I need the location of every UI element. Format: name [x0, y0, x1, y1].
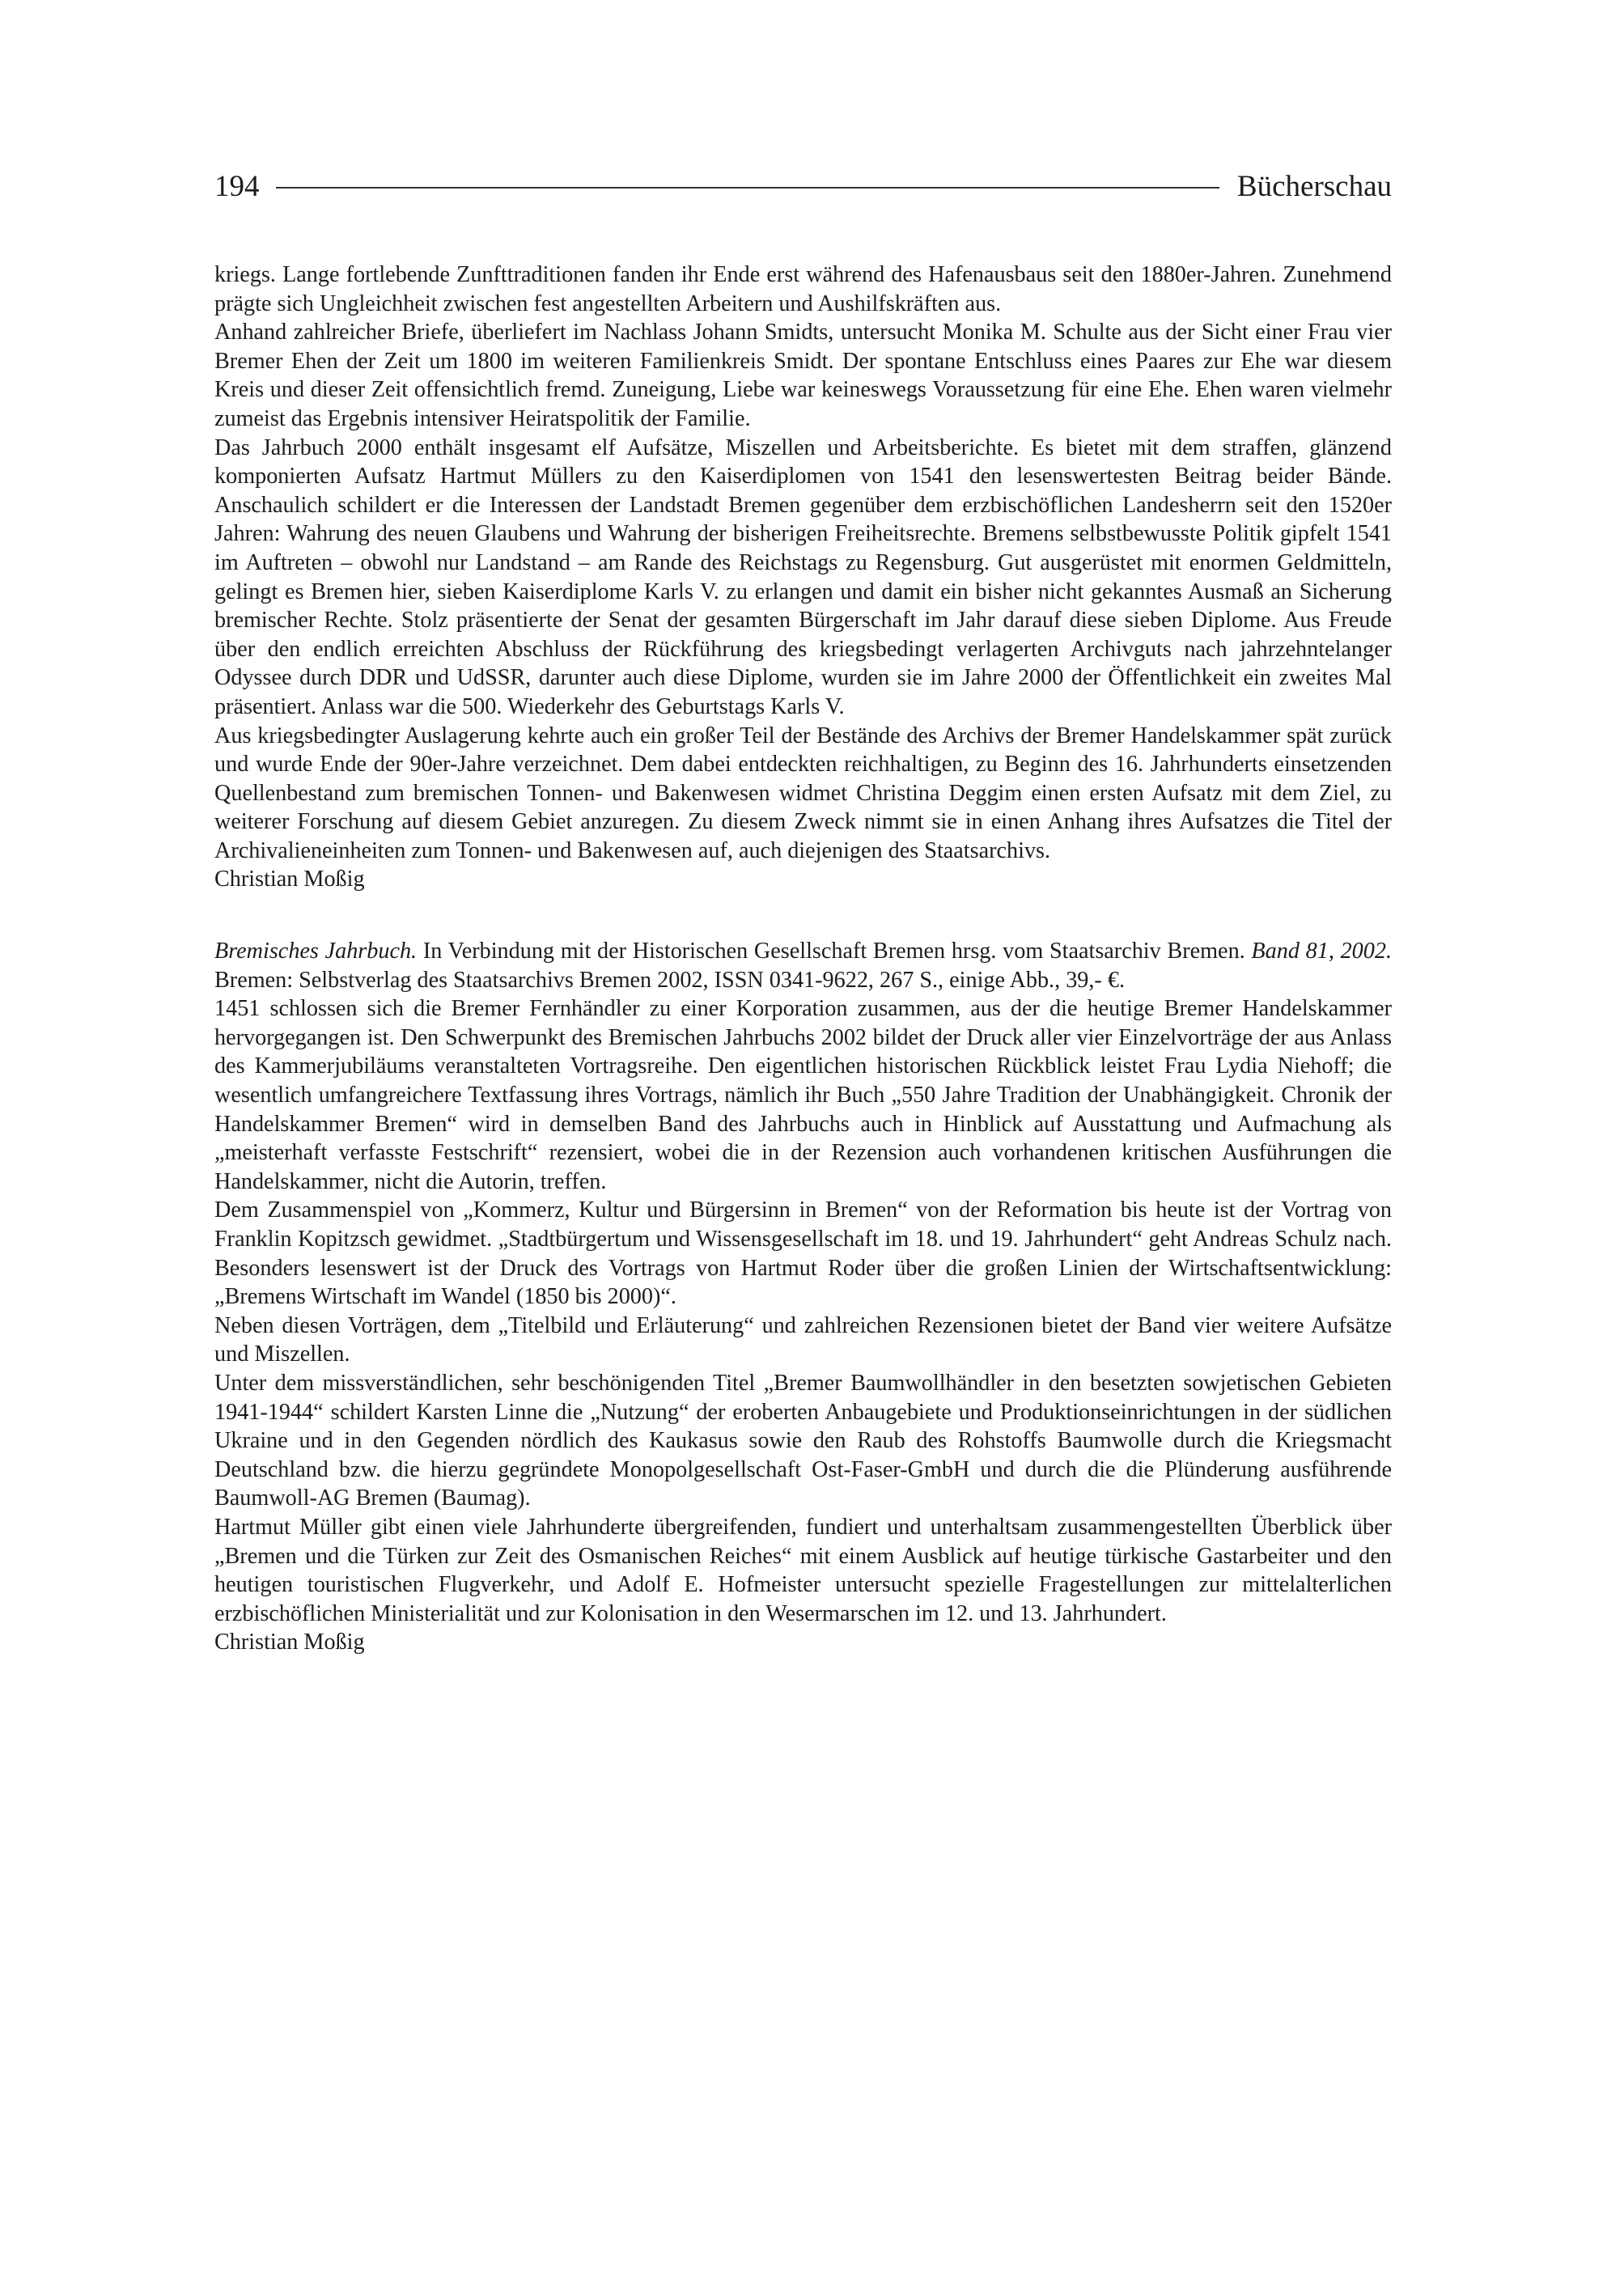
bibliographic-reference	[214, 937, 1392, 994]
review-1	[214, 261, 1392, 894]
paragraph: 1451 schlossen sich die Bremer Fernhändler zu einer Korporation zusammen, aus der die heutige Bremer Handelskammer hervorgegangen ist. Den Schwerpunkt des Bremischen Jahrbuchs 2002 bildet der Druck aller vier Einzelvorträge der aus Anlass des Kammerjubiläums veranstalteten Vortragsreihe. Den eigentlichen historischen Rückblick leistet Frau Lydia Niehoff; die wesentlich umfangreichere Textfassung ihres Vortrags, nämlich ihr Buch „550 Jahre Tradition der Unabhängigkeit. Chronik der Handelskammer Bremen“ wird in demselben Band des Jahrbuchs auch in Hinblick auf Ausstattung und Aufmachung als „meisterhaft verfasste Festschrift“ rezensiert, wobei die in der Rezension auch vorhandenen kritischen Ausführungen die Handelskammer, nicht die Autorin, treffen.	[214, 996, 1392, 1194]
book-page	[214, 158, 1392, 1657]
paragraph: Aus kriegsbedingter Auslagerung kehrte auch ein großer Teil der Bestände des Archivs der Bremer Handelskammer spät zurück und wurde Ende der 90er-Jahre verzeichnet. Dem dabei entdeckten reichhaltigen, zu Beginn des 16. Jahrhunderts einsetzenden Quellenbestand zum bremischen Tonnen- und Bakenwesen widmet Christina Deggim einen ersten Aufsatz mit dem Ziel, zu weiterer Forschung auf diesem Gebiet anzuregen. Zu diesem Zweck nimmt sie in einen Anhang ihres Aufsatzes die Titel der Archivalieneinheiten zum Tonnen- und Bakenwesen auf, auch diejenigen des Staatsarchivs.	[214, 723, 1392, 863]
ref-volume: Band 81, 2002.	[1251, 939, 1392, 964]
ref-text: In Verbindung mit der Historischen Gesellschaft Bremen hrsg. vom Staatsarchiv Bremen.	[417, 939, 1252, 964]
paragraph: Hartmut Müller gibt einen viele Jahrhunderte übergreifenden, fundiert und unterhaltsam zusammengestellten Überblick über „Bremen und die Türken zur Zeit des Osmanischen Reiches“ mit einem Ausblick auf heutige türkische Gastarbeiter und den heutigen touristischen Flugverkehr, und Adolf E. Hofmeister untersucht spezielle Fragestellungen zur mittelalterlichen erzbischöflichen Ministerialität und zur Kolonisation in den Wesermarschen im 12. und 13. Jahrhundert.	[214, 1514, 1392, 1626]
ref-publisher: Bremen: Selbstverlag des Staatsarchivs Bremen 2002, ISSN 0341-9622, 267 S., einige Abb., 39,- €.	[214, 967, 1126, 993]
running-title: Bücherschau	[1236, 169, 1392, 203]
paragraph: kriegs. Lange fortlebende Zunfttraditionen fanden ihr Ende erst während des Hafenausbaus seit den 1880er-Jahren. Zunehmend prägte sich Ungleichheit zwischen fest angestellten Arbeitern und Aushilfskräften aus.	[214, 262, 1392, 316]
running-header	[214, 158, 1392, 214]
reviewer-signature: Christian Moßig	[214, 867, 365, 892]
paragraph: Das Jahrbuch 2000 enthält insgesamt elf Aufsätze, Miszellen und Arbeitsberichte. Es bietet mit dem straffen, glänzend komponierten Aufsatz Hartmut Müllers zu den Kaiserdiplomen von 1541 den lesenswertesten Beitrag beider Bände. Anschaulich schildert er die Interessen der Landstadt Bremen gegenüber dem erzbischöflichen Landesherrn seit den 1520er Jahren: Wahrung des neuen Glaubens und Wahrung der bisherigen Freiheitsrechte. Bremens selbstbewusste Politik gipfelt 1541 im Auftreten – obwohl nur Landstand – am Rande des Reichstags zu Regensburg. Gut ausgerüstet mit enormen Geldmitteln, gelingt es Bremen hier, sieben Kaiserdiplome Karls V. zu erlangen und damit ein bisher nicht gekanntes Ausmaß an Sicherung bremischer Rechte. Stolz präsentierte der Senat der gesamten Bürgerschaft im Jahr darauf diese sieben Diplome. Aus Freude über den endlich erreichten Abschluss der Rückführung des kriegsbedingt verlagerten Archivguts nach jahrzehntelanger Odyssee durch DDR und UdSSR, darunter auch diese Diplome, wurden sie im Jahre 2000 der Öffentlichkeit ein zweites Mal präsentiert. Anlass war die 500. Wiederkehr des Geburtstags Karls V.	[214, 434, 1392, 719]
header-rule	[276, 187, 1219, 189]
review-2	[214, 937, 1392, 1657]
paragraph: Dem Zusammenspiel von „Kommerz, Kultur und Bürgersinn in Bremen“ von der Reformation bis heute ist der Vortrag von Franklin Kopitzsch gewidmet. „Stadtbürgertum und Wissensgesellschaft im 18. und 19. Jahrhundert“ geht Andreas Schulz nach. Besonders lesenswert ist der Druck des Vortrags von Hartmut Roder über die großen Linien der Wirtschaftsentwicklung: „Bremens Wirtschaft im Wandel (1850 bis 2000)“.	[214, 1197, 1392, 1310]
main-text	[214, 261, 1392, 1657]
paragraph: Neben diesen Vorträgen, dem „Titelbild und Erläuterung“ und zahlreichen Rezensionen bietet der Band vier weitere Aufsätze und Miszellen.	[214, 1312, 1392, 1367]
ref-title: Bremisches Jahrbuch.	[214, 939, 418, 964]
page-number: 194	[214, 169, 260, 203]
section-gap	[214, 894, 1392, 937]
paragraph: Unter dem missverständlichen, sehr beschönigenden Titel „Bremer Baumwollhändler in den besetzten sowjetischen Gebieten 1941-1944“ schildert Karsten Linne die „Nutzung“ der eroberten Anbaugebiete und Produktionseinrichtungen in der südlichen Ukraine und in den Gegenden nördlich des Kaukasus sowie den Raub des Rohstoffs Baumwolle durch die Kriegsmacht Deutschland bzw. die hierzu gegründete Monopolgesellschaft Ost-Faser-GmbH und durch die die Plünderung ausführende Baumwoll-AG Bremen (Baumag).	[214, 1370, 1392, 1511]
reviewer-signature: Christian Moßig	[214, 1630, 365, 1655]
paragraph: Anhand zahlreicher Briefe, überliefert im Nachlass Johann Smidts, untersucht Monika M. Schulte aus der Sicht einer Frau vier Bremer Ehen der Zeit um 1800 im weiteren Familienkreis Smidt. Der spontane Entschluss eines Paares zur Ehe war diesem Kreis und dieser Zeit offensichtlich fremd. Zuneigung, Liebe war keineswegs Voraussetzung für eine Ehe. Ehen waren vielmehr zumeist das Ergebnis intensiver Heiratspolitik der Familie.	[214, 320, 1392, 431]
